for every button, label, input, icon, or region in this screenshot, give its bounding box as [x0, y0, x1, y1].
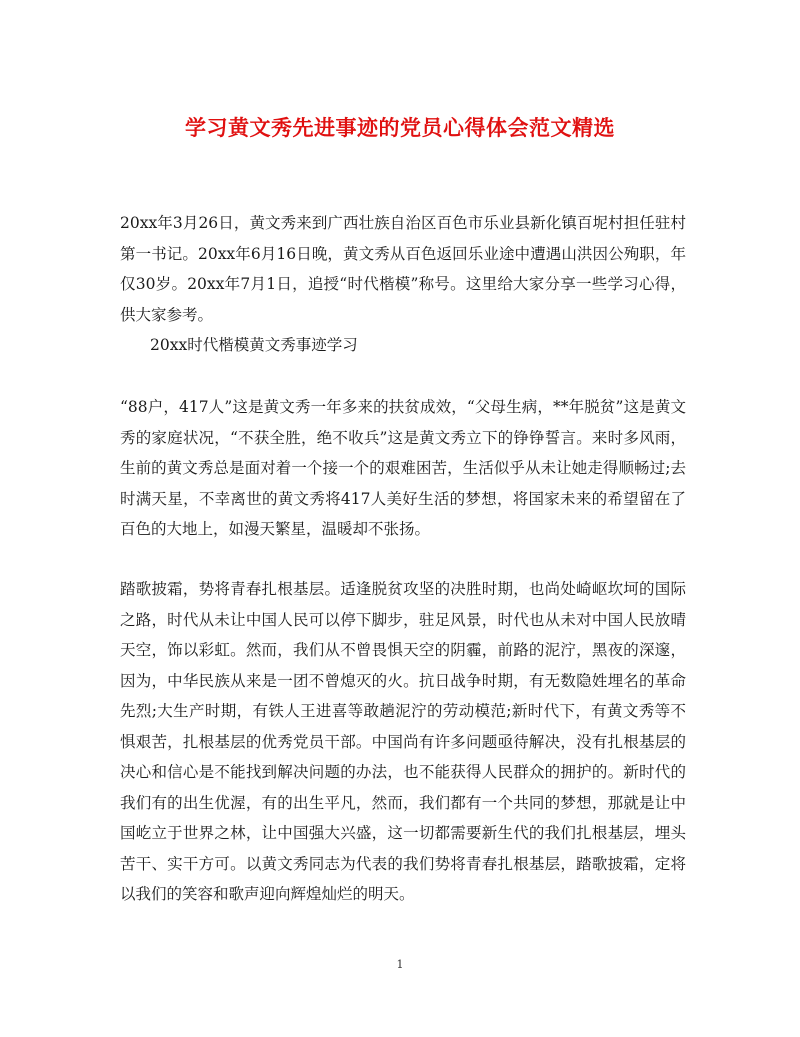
page-number: 1	[396, 958, 404, 971]
document-title: 学习黄文秀先进事迹的党员心得体会范文精选	[185, 115, 615, 140]
body-paragraph-1: “88户，417人”这是黄文秀一年多来的扶贫成效，“父母生病，**年脱贫”这是黄文秀的家庭状况，“不获全胜，绝不收兵”这是黄文秀立下的铮铮誓言。来时多风雨，生前的黄文秀总是面对着一个接一个的艰难困苦，生活似乎从未让她走得顺畅过;去时满天星，不幸离世的黄文秀将417人美好生活的梦想，将国家未来的希望留在了百色的大地上，如漫天繁星，温暖却不张扬。	[120, 398, 686, 538]
body-paragraph-2: 踏歌披霜，势将青春扎根基层。适逢脱贫攻坚的决胜时期，也尚处崎岖坎坷的国际之路，时代从未让中国人民可以停下脚步，驻足风景，时代也从未对中国人民放晴天空，饰以彩虹。然而，我们从不曾畏惧天空的阴霾，前路的泥泞，黑夜的深邃，因为，中华民族从来是一团不曾熄灭的火。抗日战争时期，有无数隐姓埋名的革命先烈;大生产时期，有铁人王进喜等敢趟泥泞的劳动模范;新时代下，有黄文秀等不惧艰苦，扎根基层的优秀党员干部。中国尚有许多问题亟待解决，没有扎根基层的决心和信心是不能找到解决问题的办法，也不能获得人民群众的拥护的。新时代的我们有的出生优渥，有的出生平凡，然而，我们都有一个共同的梦想，那就是让中国屹立于世界之林，让中国强大兴盛，这一切都需要新生代的我们扎根基层，埋头苦干、实干方可。以黄文秀同志为代表的我们势将青春扎根基层，踏歌披霜，定将以我们的笑容和歌声迎向辉煌灿烂的明天。	[120, 580, 686, 903]
section-subheading: 20xx时代楷模黄文秀事迹学习	[150, 336, 358, 354]
intro-paragraph: 20xx年3月26日，黄文秀来到广西壮族自治区百色市乐业县新化镇百坭村担任驻村第一书记。20xx年6月16日晚，黄文秀从百色返回乐业途中遭遇山洪因公殉职，年仅30岁。20xx年7月1日，追授“时代楷模”称号。这里给大家分享一些学习心得，供大家参考。	[120, 214, 686, 324]
